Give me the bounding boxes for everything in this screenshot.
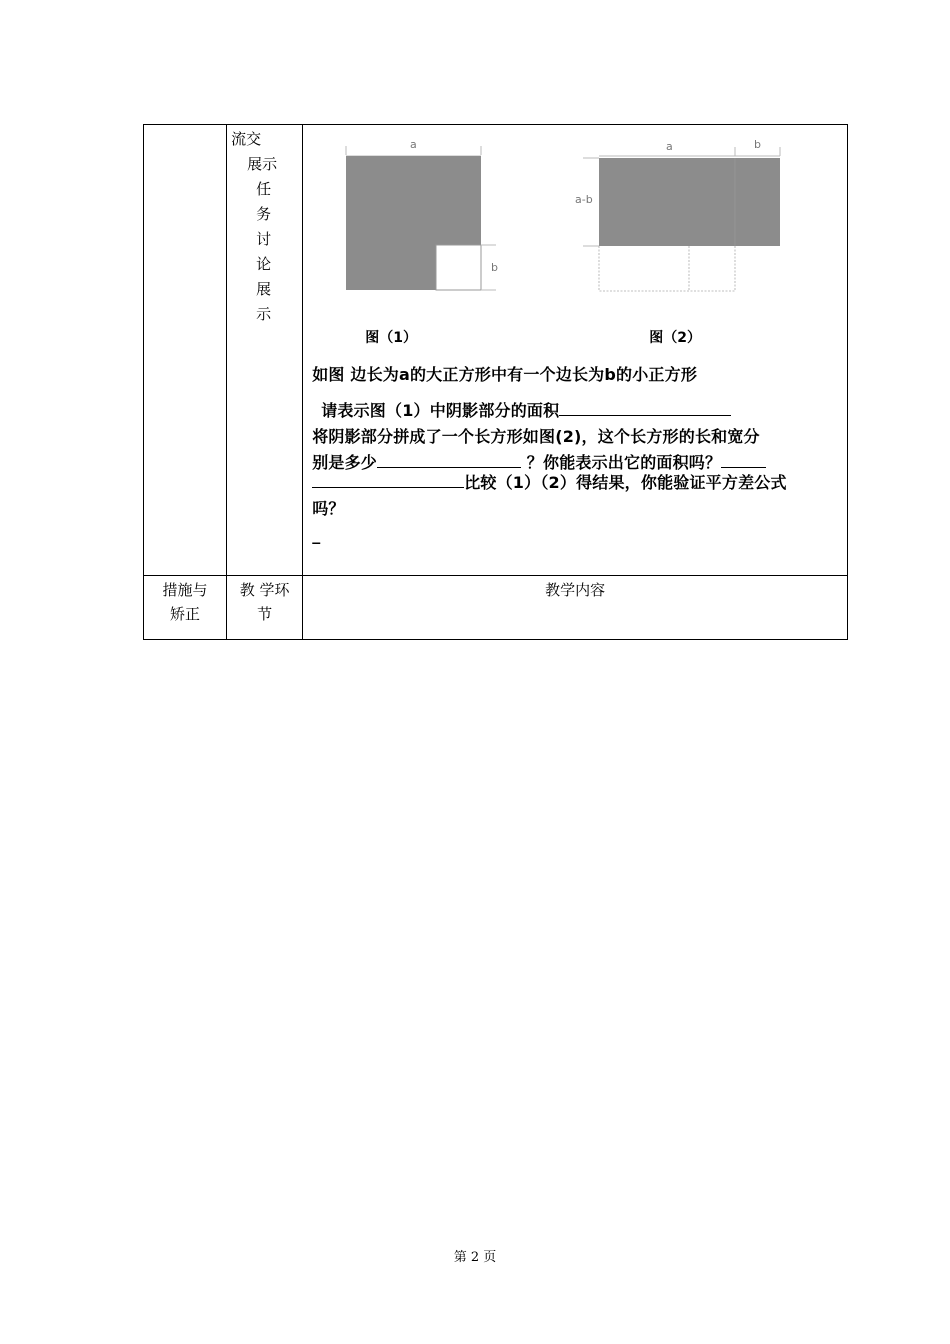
header-text: 教 学环 (239, 581, 290, 599)
header-text: 措施与 (162, 581, 208, 599)
geometry-figures (303, 125, 847, 575)
fig2-label-a: a (666, 140, 673, 153)
fig2-label-b: b (754, 138, 762, 151)
fig2-label-ab: a-b (575, 193, 593, 206)
measures-cell (144, 576, 227, 640)
stage-text: 流交 (231, 130, 262, 148)
stage-cell (227, 125, 303, 576)
empty-cell (144, 125, 227, 576)
question-line: _ (312, 525, 321, 544)
teaching-stage-cell (227, 576, 303, 640)
answer-blank (721, 450, 766, 468)
figure-1-caption: 图（1） (365, 330, 417, 346)
header-text: 教学内容 (545, 581, 606, 599)
fig2-dashed-outline (599, 246, 735, 291)
fig1-label-a: a (410, 138, 417, 151)
question-line (321, 397, 731, 424)
header-text: 矫正 (170, 605, 201, 623)
teaching-content-cell (303, 576, 848, 640)
stage-text: 讨 (256, 230, 272, 248)
figure-2 (575, 138, 780, 291)
question-line: 如图 边长为a的大正方形中有一个边长为b的小正方形 (312, 365, 698, 384)
stage-text: 任 (256, 180, 272, 198)
fig1-label-b: b (491, 261, 499, 274)
stage-text: 示 (256, 305, 272, 323)
figure-1 (346, 138, 498, 290)
question-line: 将阴影部分拼成了一个长方形如图(2)，这个长方形的长和宽分 (312, 427, 760, 446)
page-number: 第 2 页 (453, 1250, 497, 1265)
content-cell (303, 125, 848, 576)
answer-blank (312, 470, 464, 488)
stage-text: 务 (256, 205, 272, 223)
question-text: 别是多少 (312, 453, 378, 472)
question-text: 请表示图（1）中阴影部分的面积 (321, 401, 560, 420)
table-row (144, 576, 848, 640)
fig2-shaded-rectangle (599, 158, 780, 246)
lesson-table (143, 124, 848, 640)
stage-text: 论 (256, 255, 272, 273)
question-text: ？你能表示出它的面积吗？ (526, 453, 722, 472)
stage-text: 展示 (247, 155, 278, 173)
question-line (312, 469, 786, 496)
figure-2-caption: 图（2） (649, 330, 701, 346)
answer-blank (559, 398, 731, 416)
fig1-small-square (436, 245, 481, 290)
table-row (144, 125, 848, 576)
question-text: 比较（1）（2）得结果，你能验证平方差公式 (464, 473, 787, 492)
header-text: 节 (257, 605, 273, 623)
question-line: 吗？ (312, 499, 345, 518)
answer-blank (377, 450, 521, 468)
stage-text: 展 (256, 280, 272, 298)
